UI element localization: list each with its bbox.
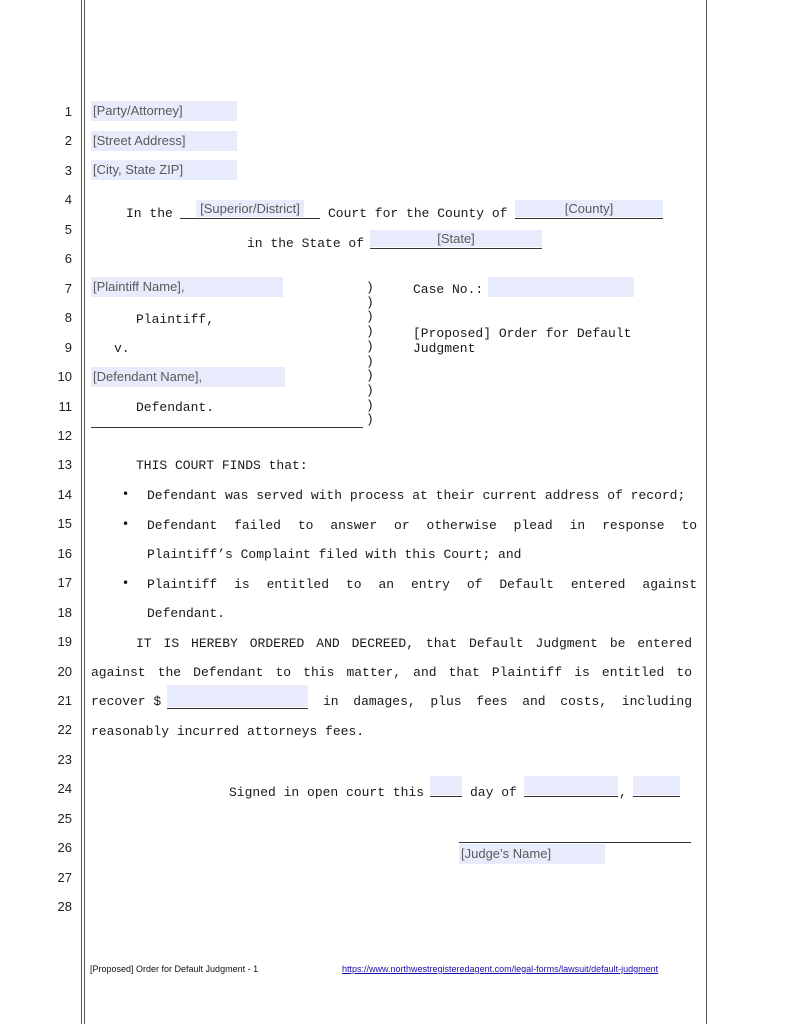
line-number: 18: [57, 604, 72, 620]
line-number: 2: [64, 133, 72, 149]
line-number: 13: [57, 457, 72, 473]
left-margin-line-inner: [84, 0, 85, 1024]
line-number: 22: [57, 722, 72, 738]
line-number: 11: [58, 398, 72, 414]
court-type-placeholder: [Superior/District]: [200, 201, 300, 216]
case-no-label: Case No.:: [413, 282, 484, 297]
finding-1: Defendant was served with process at their current address of record;: [147, 488, 686, 503]
footer-source-link[interactable]: https://www.northwestregisteredagent.com/legal-forms/lawsuit/default-judgment: [342, 964, 659, 974]
day-field[interactable]: [430, 776, 462, 797]
line-number: 23: [57, 751, 72, 767]
footer-document-title: [Proposed] Order for Default Judgment - 1: [90, 964, 259, 974]
court-type-field[interactable]: [180, 200, 320, 219]
right-margin-line: [706, 0, 707, 1024]
line-number: 28: [57, 899, 72, 915]
line-number: 4: [64, 192, 72, 208]
party-attorney-field[interactable]: [Party/Attorney]: [91, 101, 237, 121]
signed-text: Signed in open court this: [229, 785, 425, 800]
bullet-1-marker: •: [122, 487, 130, 501]
line-number: 14: [57, 486, 72, 502]
line-number: 25: [57, 810, 72, 826]
recover-rest-text: in damages, plus fees and costs, including: [323, 694, 692, 709]
in-state-of-text: in the State of: [247, 236, 365, 251]
order-line-1: IT IS HEREBY ORDERED AND DECREED, that Default Judgment be entered: [136, 636, 692, 651]
judge-signature-line: [459, 842, 691, 843]
line-number: 6: [64, 251, 72, 267]
finding-2-line2: Plaintiff’s Complaint filed with this Court; and: [147, 547, 522, 562]
city-state-zip-field[interactable]: [City, State ZIP]: [91, 160, 237, 180]
line-number: 3: [64, 162, 72, 178]
case-no-field[interactable]: [488, 277, 634, 297]
caption-parentheses: ) ) ) ) ) ) ) ) ) ): [366, 280, 374, 428]
bullet-2-marker: •: [122, 517, 130, 531]
line-number: 19: [57, 634, 72, 650]
date-comma: ,: [619, 785, 627, 800]
line-number: 16: [57, 545, 72, 561]
caption-bottom-rule: [91, 427, 363, 428]
line-number: 24: [57, 781, 72, 797]
line-number: 1: [64, 104, 72, 119]
line-number: 17: [57, 575, 72, 591]
county-placeholder: [County]: [564, 201, 614, 216]
finding-3-line2: Defendant.: [147, 606, 226, 621]
order-line-2: against the Defendant to this matter, and that Plaintiff is entitled to: [91, 665, 692, 680]
state-field[interactable]: [370, 230, 542, 249]
order-line-4: reasonably incurred attorneys fees.: [91, 724, 365, 739]
finds-heading: THIS COURT FINDS that:: [136, 458, 308, 473]
line-number: 10: [57, 369, 72, 385]
recover-amount-field[interactable]: [167, 685, 308, 709]
finding-2-line1: Defendant failed to answer or otherwise plead in response to: [147, 518, 697, 533]
line-number: 7: [64, 280, 72, 296]
in-the-text: In the: [126, 206, 173, 221]
defendant-label: Defendant.: [136, 400, 215, 415]
plaintiff-name-field[interactable]: [Plaintiff Name],: [91, 277, 283, 297]
line-number: 20: [57, 663, 72, 679]
court-for-county-text: Court for the County of: [328, 206, 508, 221]
doc-title-line2: Judgment: [413, 341, 476, 356]
doc-title-line1: [Proposed] Order for Default: [413, 326, 632, 341]
recover-label: recover $: [91, 694, 162, 709]
line-number: 27: [57, 869, 72, 885]
plaintiff-label: Plaintiff,: [136, 312, 215, 327]
year-field[interactable]: [633, 776, 680, 797]
bullet-3-marker: •: [122, 576, 130, 590]
defendant-name-field[interactable]: [Defendant Name],: [91, 367, 285, 387]
line-number: 21: [57, 693, 72, 708]
day-of-text: day of: [470, 785, 517, 800]
versus-label: v.: [114, 341, 130, 356]
left-margin-line-outer: [81, 0, 82, 1024]
line-number: 12: [57, 427, 72, 443]
street-address-field[interactable]: [Street Address]: [91, 131, 237, 151]
line-number: 15: [57, 516, 72, 532]
line-number: 9: [64, 339, 72, 355]
line-number: 5: [64, 221, 72, 237]
state-placeholder: [State]: [437, 231, 475, 246]
month-field[interactable]: [524, 776, 618, 797]
line-number: 8: [64, 310, 72, 326]
line-number: 26: [57, 840, 72, 856]
finding-3-line1: Plaintiff is entitled to an entry of Default entered against: [147, 577, 697, 592]
county-field[interactable]: [515, 200, 663, 219]
judge-name-field[interactable]: [Judge’s Name]: [459, 844, 605, 864]
